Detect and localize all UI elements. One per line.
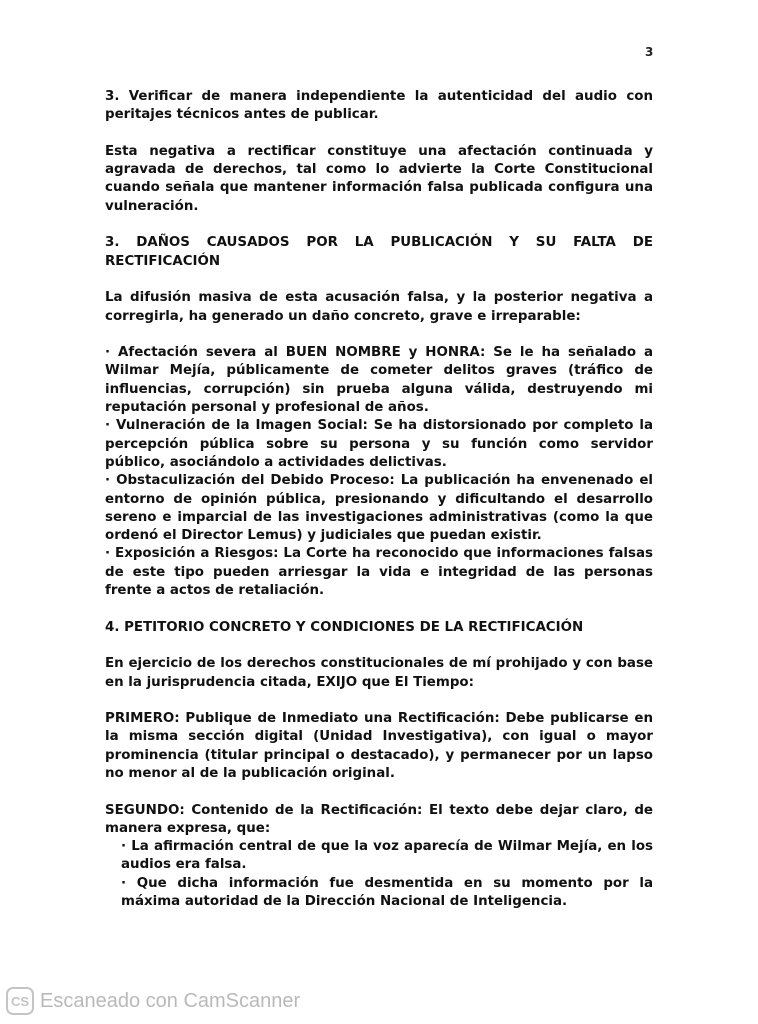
- camscanner-logo: CS: [6, 987, 34, 1015]
- petition-segundo: SEGUNDO: Contenido de la Rectificación: El texto debe dejar claro, de manera expresa, que:: [105, 802, 653, 836]
- paragraph-rectification-refusal: Esta negativa a rectificar constituye una afectación continuada y agravada de derechos, tal como lo advierte la Corte Constitucional cuando señala que mantener información falsa publicada configura una vulneración.: [105, 143, 653, 214]
- watermark-text: Escaneado con CamScanner: [40, 989, 301, 1012]
- section-3-intro: La difusión masiva de esta acusación falsa, y la posterior negativa a corregirla, ha generado un daño concreto, grave e irreparable:: [105, 290, 653, 324]
- segundo-item-denial: · Que dicha información fue desmentida en su momento por la máxima autoridad de la Dirección Nacional de Inteligencia.: [121, 875, 653, 910]
- page-number: 3: [645, 45, 654, 59]
- paragraph-item-3: 3. Verificar de manera independiente la autenticidad del audio con peritajes técnicos antes de publicar.: [105, 89, 653, 123]
- segundo-item-false-voice: · La afirmación central de que la voz aparecía de Wilmar Mejía, en los audios era falsa.: [121, 839, 653, 873]
- camscanner-watermark: [6, 986, 300, 1016]
- document-body: [105, 88, 653, 911]
- damage-bullet-due-process: · Obstaculización del Debido Proceso: La publicación ha envenenado el entorno de opinión pública, presionando y dificultando el desarrollo sereno e imparcial de las investigaciones administrativas (como la que ordenó el Director Lemus) y judiciales que puedan existir.: [105, 473, 653, 544]
- petition-primero: PRIMERO: Publique de Inmediato una Rectificación: Debe publicarse en la misma sección digital (Unidad Investigativa), con igual o mayor prominencia (titular principal o destacado), y permanecer por un lapso no menor al de la publicación original.: [105, 711, 653, 781]
- section-4-intro: En ejercicio de los derechos constitucionales de mí prohijado y con base en la jurisprudencia citada, EXIJO que El Tiempo:: [105, 656, 653, 690]
- damage-bullet-risks: · Exposición a Riesgos: La Corte ha reconocido que informaciones falsas de este tipo pueden arriesgar la vida e integridad de las personas frente a actos de retaliación.: [105, 546, 653, 599]
- section-4-heading: 4. PETITORIO CONCRETO Y CONDICIONES DE LA RECTIFICACIÓN: [105, 619, 584, 635]
- section-3-heading: 3. DAÑOS CAUSADOS POR LA PUBLICACIÓN Y SU FALTA DE RECTIFICACIÓN: [105, 235, 653, 269]
- damage-bullet-honor: · Afectación severa al BUEN NOMBRE y HONRA: Se le ha señalado a Wilmar Mejía, públicamente de cometer delitos graves (tráfico de influencias, corrupción) sin prueba alguna válida, destruyendo mi reputación personal y profesional de años.: [105, 345, 653, 416]
- damage-bullet-image: · Vulneración de la Imagen Social: Se ha distorsionado por completo la percepción pública sobre su persona y su función como servidor público, asociándolo a actividades delictivas.: [105, 418, 653, 470]
